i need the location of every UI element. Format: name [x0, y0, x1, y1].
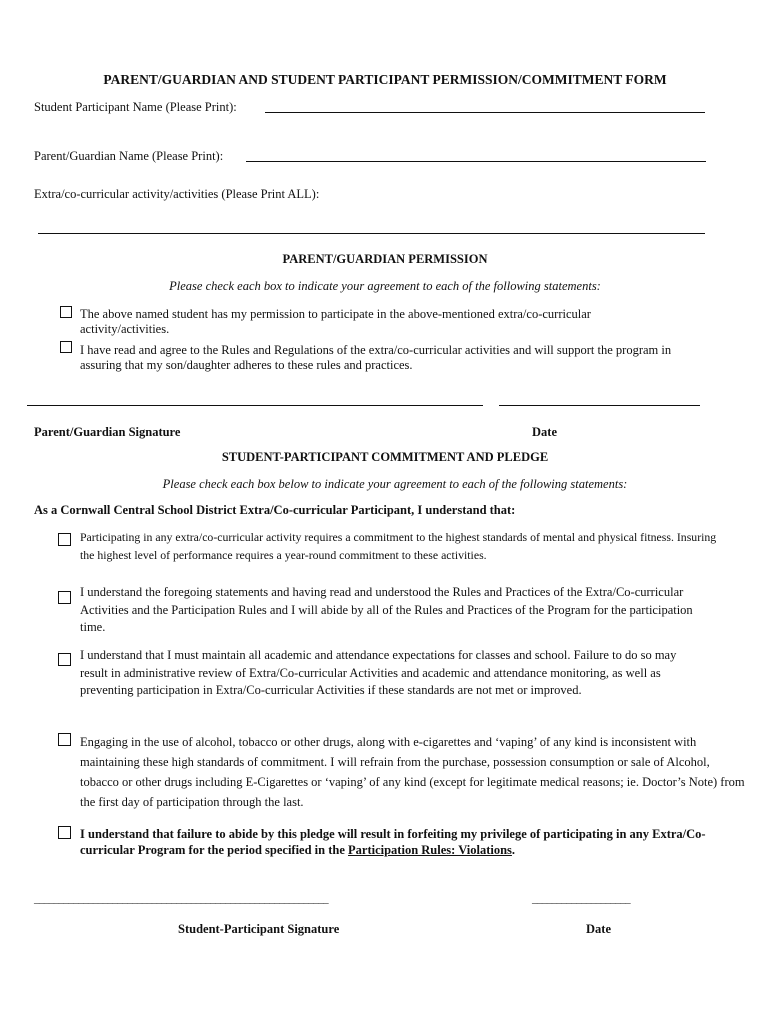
student-statement-1-checkbox[interactable] [58, 533, 71, 546]
student-instruction: Please check each box below to indicate your agreement to each of the following statements: [162, 477, 628, 491]
student-date-label: Date [586, 922, 611, 936]
student-statement-4-checkbox[interactable] [58, 733, 71, 746]
parent-signature-label: Parent/Guardian Signature [34, 425, 181, 439]
parent-name-input-line[interactable] [246, 161, 706, 162]
student-signature-line[interactable]: ____________________________________________________________ [34, 893, 329, 905]
parent-date-label: Date [532, 425, 557, 439]
final-statement-suffix: . [511, 843, 516, 857]
parent-instruction: Please check each box to indicate your agreement to each of the following statements: [169, 279, 601, 293]
parent-statement-2-checkbox[interactable] [60, 341, 72, 353]
final-statement-prefix: I understand that failure to abide by this pledge will result in forfeiting my privilege of participating in any Extra/Co-curricular Program for the period specified in the [80, 827, 706, 857]
activities-label: Extra/co-curricular activity/activities (Please Print ALL): [34, 187, 320, 201]
parent-signature-line[interactable] [27, 405, 483, 406]
participation-rules-violations-link[interactable]: Participation Rules: Violations [348, 843, 512, 857]
parent-statement-1: The above named student has my permission to participate in the above-mentioned extra/co-curricular activity/activities. [80, 307, 591, 336]
form-title: PARENT/GUARDIAN AND STUDENT PARTICIPANT PERMISSION/COMMITMENT FORM [103, 72, 667, 87]
activities-input-line[interactable] [38, 233, 705, 234]
student-statement-4: Engaging in the use of alcohol, tobacco or other drugs, along with e-cigarettes and ‘vaping’ of any kind is inconsistent with maintaining these high standards of commitment. I will refrain from the purchase, possession consumption or sale of Alcohol, tobacco or other drugs including E-Cigarettes or ‘vaping’ of any kind (except for legitimate medical reasons; ie. Doctor’s Note) from the first day of participation through the last. [80, 735, 745, 809]
parent-statement-2: I have read and agree to the Rules and Regulations of the extra/co-curricular activities and will support the program in assuring that my son/daughter adheres to these rules and practices. [80, 343, 672, 372]
student-statement-5 [80, 826, 720, 858]
student-statement-2: I understand the foregoing statements and having read and understood the Rules and Practices of the Extra/Co-curricular Activities and the Participation Rules and I will abide by all of the Rules and Practices of the Program for the participation time. [80, 585, 693, 634]
student-date-line[interactable]: ____________________ [532, 893, 631, 905]
student-statement-2-checkbox[interactable] [58, 591, 71, 604]
parent-permission-heading: PARENT/GUARDIAN PERMISSION [282, 252, 488, 266]
parent-date-line[interactable] [499, 405, 700, 406]
student-signature-label: Student-Participant Signature [178, 922, 340, 936]
student-statement-1: Participating in any extra/co-curricular activity requires a commitment to the highest standards of mental and physical fitness. Insuring the highest level of performance requires a year-round commitment to these activities. [80, 530, 717, 562]
parent-statement-1-checkbox[interactable] [60, 306, 72, 318]
student-name-input-line[interactable] [265, 112, 705, 113]
student-statement-3: I understand that I must maintain all academic and attendance expectations for classes and school. Failure to do so may result in administrative review of Extra/Co-curricular Activities and academic and attendance monitoring, as well as preventing participation in Extra/Co-curricular Activities if these standards are not met or improved. [80, 648, 677, 697]
student-statement-3-checkbox[interactable] [58, 653, 71, 666]
student-name-label: Student Participant Name (Please Print): [34, 100, 237, 114]
student-intro: As a Cornwall Central School District Extra/Co-curricular Participant, I understand that: [34, 503, 516, 517]
student-statement-5-checkbox[interactable] [58, 826, 71, 839]
parent-name-label: Parent/Guardian Name (Please Print): [34, 149, 224, 163]
student-commitment-heading: STUDENT-PARTICIPANT COMMITMENT AND PLEDGE [221, 450, 549, 464]
